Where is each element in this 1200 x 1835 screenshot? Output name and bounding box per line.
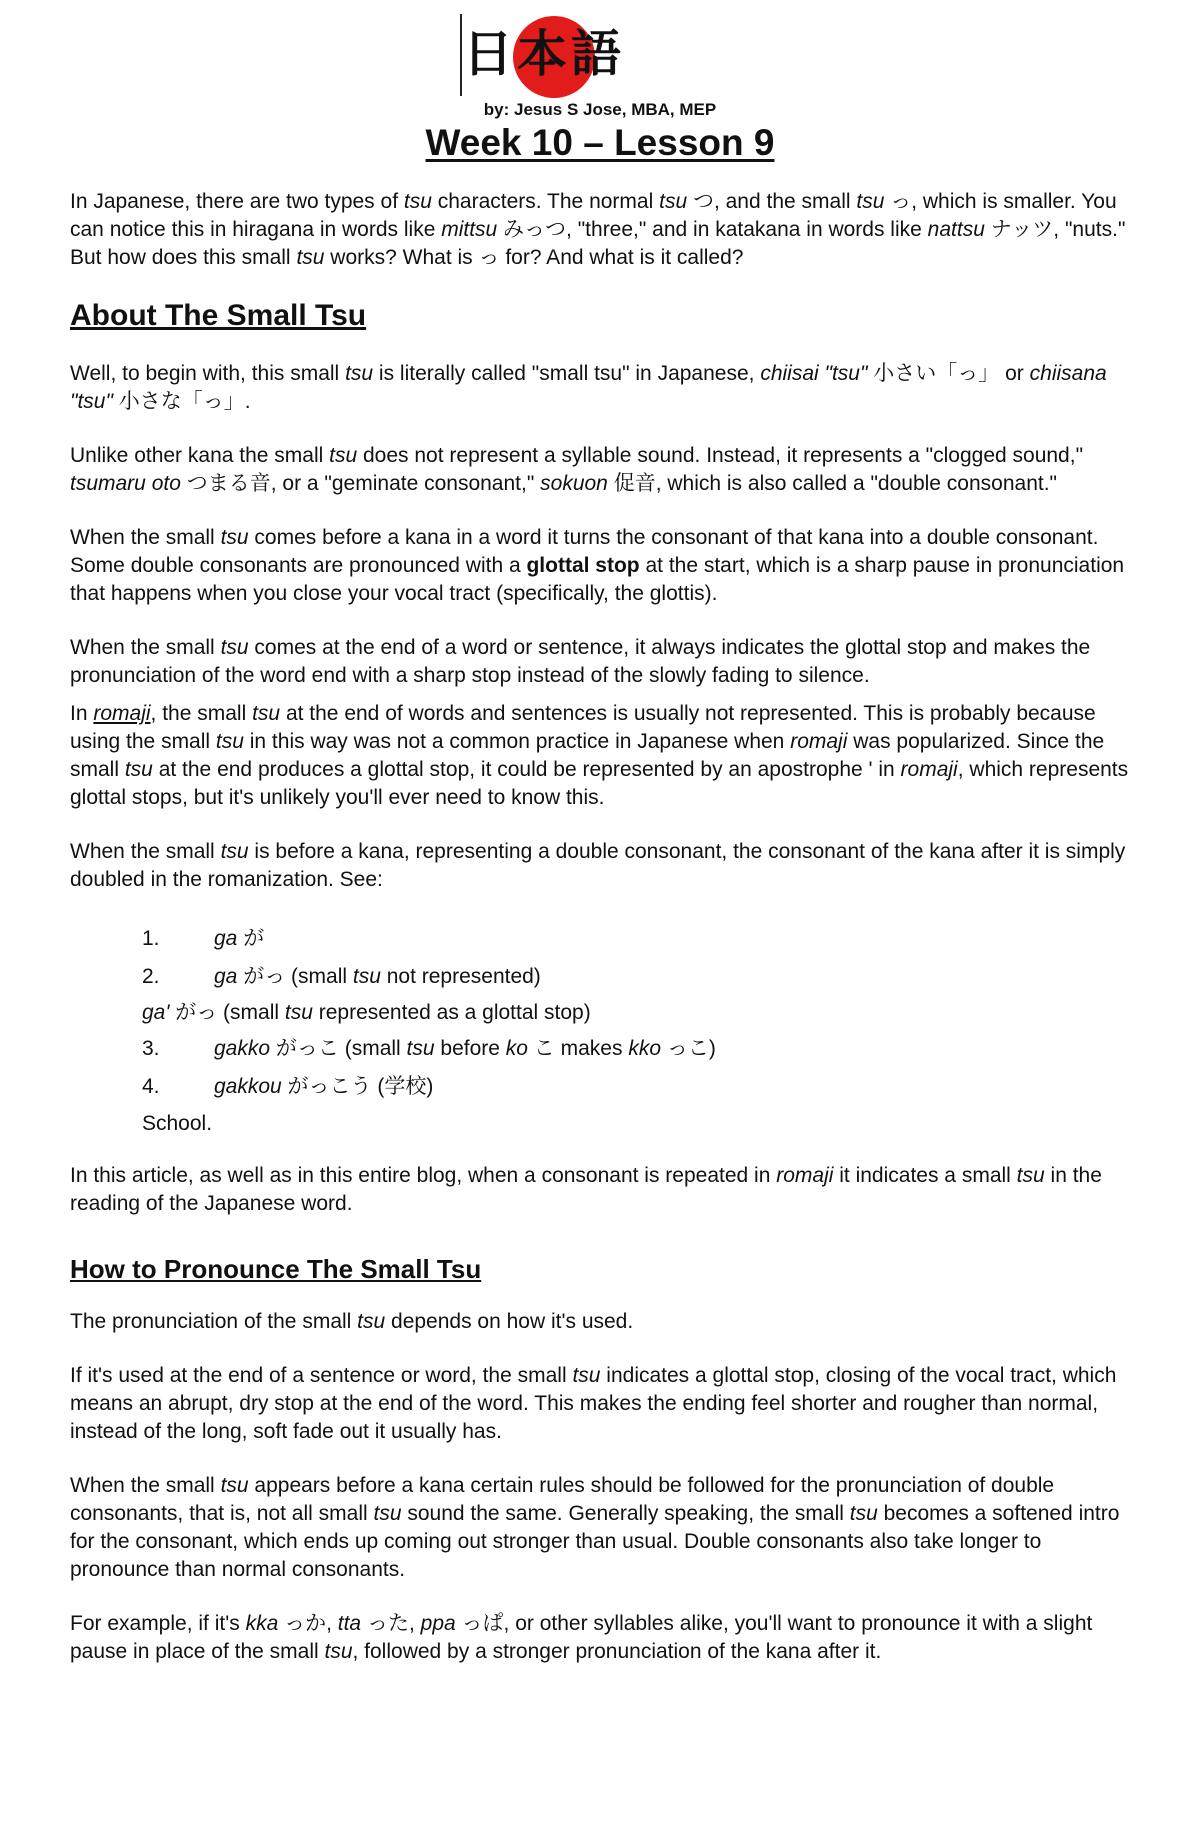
section-heading-pronounce: How to Pronounce The Small Tsu <box>70 1254 482 1284</box>
romaji-link[interactable]: romaji <box>93 702 151 725</box>
list-item-continuation: ga' がっ (small tsu represented as a glottal stop) <box>142 1001 591 1024</box>
paragraph-sound: Unlike other kana the small tsu does not represent a syllable sound. Instead, it represents a "clogged sound," tsumaru oto つまる音, or a "geminate consonant," sokuon 促音, which is also called a "double consonant." <box>70 444 1084 495</box>
paragraph-convention: In this article, as well as in this entire blog, when a consonant is repeated in romaji it indicates a small tsu in the reading of the Japanese word. <box>70 1164 1102 1215</box>
paragraph-double-consonant: When the small tsu comes before a kana in a word it turns the consonant of that kana into a double consonant. Some double consonants are pronounced with a glottal stop at the start, which is a sharp pause in pronunciation that happens when you close your vocal tract (specifically, the glottis). <box>70 526 1125 605</box>
paragraph-end-of-word: When the small tsu comes at the end of a word or sentence, it always indicates the glottal stop and makes the pronunciation of the word end with a sharp stop instead of the slowly fading to silence. <box>70 636 1091 687</box>
list-item-continuation: School. <box>142 1112 213 1135</box>
list-item: 2. ga がっ (small tsu not represented) <box>142 965 541 988</box>
paragraph-romanization: When the small tsu is before a kana, representing a double consonant, the consonant of the kana after it is simply doubled in the romanization. See: <box>70 840 1126 891</box>
paragraph-glottal-stop: If it's used at the end of a sentence or word, the small tsu indicates a glottal stop, closing of the vocal tract, which means an abrupt, dry stop at the end of the word. This makes the ending feel shorter and rougher than normal, instead of the long, soft fade out it usually has. <box>70 1364 1117 1443</box>
list-item: 4. gakkou がっこう (学校) <box>142 1075 434 1098</box>
paragraph-pronunciation: The pronunciation of the small tsu depends on how it's used. <box>70 1310 634 1333</box>
paragraph-example: For example, if it's kka っか, tta った, ppa っぱ, or other syllables alike, you'll want to pronounce it with a slight pause in place of the small tsu, followed by a stronger pronunciation of the kana after it. <box>70 1612 1093 1663</box>
list-item: 3. gakko がっこ (small tsu before ko こ makes kko っこ) <box>142 1037 716 1060</box>
paragraph-romaji: In romaji, the small tsu at the end of words and sentences is usually not represented. This is probably because using the small tsu in this way was not a common practice in Japanese when romaji was popularized. Since the small tsu at the end produces a glottal stop, it could be represented by an apostrophe ' in romaji, which represents glottal stops, but it's unlikely you'll ever need to know this. <box>70 702 1129 809</box>
page-title: Week 10 – Lesson 9 <box>425 122 775 163</box>
logo-divider <box>460 14 462 96</box>
section-heading-about: About The Small Tsu <box>70 299 367 332</box>
examples-list <box>142 920 1132 1142</box>
logo <box>385 8 685 98</box>
list-item: 1. ga が <box>142 927 265 950</box>
document-body <box>70 188 1132 1692</box>
logo-text: 日本語 <box>463 24 625 83</box>
paragraph-rules: When the small tsu appears before a kana certain rules should be followed for the pronunciation of double consonants, that is, not all small tsu sound the same. Generally speaking, the small tsu becomes a softened intro for the consonant, which ends up coming out stronger than usual. Double consonants also take longer to pronounce than normal consonants. <box>70 1474 1120 1581</box>
byline: by: Jesus S Jose, MBA, MEP <box>483 100 717 119</box>
intro-paragraph: In Japanese, there are two types of tsu characters. The normal tsu つ, and the small tsu っ, which is smaller. You can notice this in hiragana in words like mittsu みっつ, "three," and in katakana in words like nattsu ナッツ, "nuts." But how does this small tsu works? What is っ for? And what is it called? <box>70 190 1126 269</box>
paragraph-name: Well, to begin with, this small tsu is literally called "small tsu" in Japanese, chiisai "tsu" 小さい「っ」 or chiisana "tsu" 小さな「っ」. <box>70 362 1107 413</box>
